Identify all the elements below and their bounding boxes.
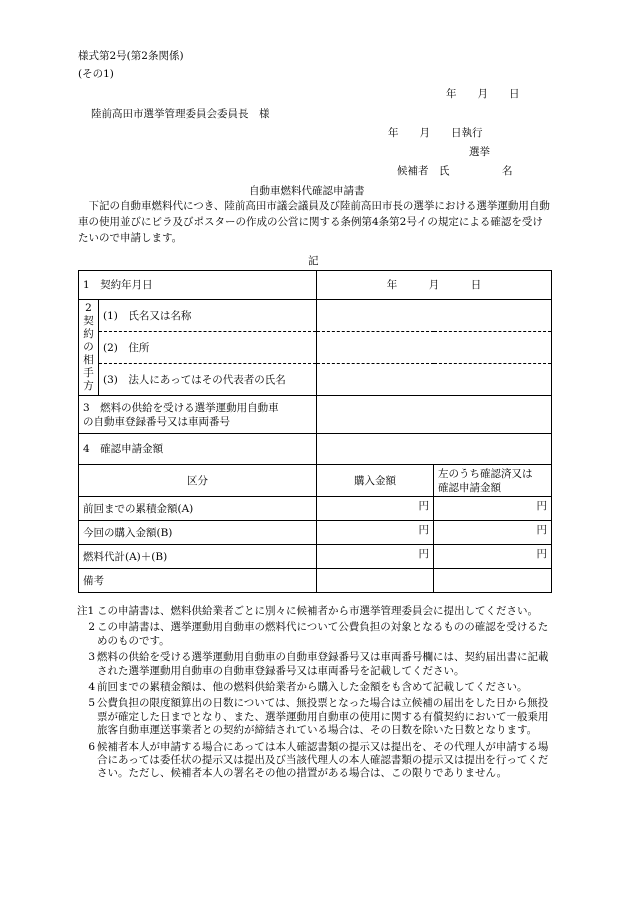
remarks-label: 備考: [79, 569, 317, 593]
cumulative-purchase-field[interactable]: 円: [317, 497, 434, 521]
remarks-confirmed-field[interactable]: [434, 569, 552, 593]
amount-header-row: [79, 465, 552, 497]
party-address-label: (2) 住所: [99, 332, 317, 364]
election-date: 年 月 日執行: [388, 127, 483, 139]
party-name-label: (1) 氏名又は名称: [99, 300, 317, 332]
amount-row: [79, 497, 552, 521]
addressee: 陸前高田市選挙管理委員会委員長 様: [91, 108, 270, 120]
contract-date-label: 1 契約年月日: [79, 271, 317, 300]
election-name: 選挙: [469, 146, 490, 158]
application-table: [78, 270, 552, 593]
total-confirmed-field[interactable]: 円: [434, 545, 552, 569]
remarks-purchase-field[interactable]: [317, 569, 434, 593]
fuel-total-label: 燃料代計(A)＋(B): [79, 545, 317, 569]
notes: [77, 605, 557, 781]
vehicle-number-row: [79, 396, 552, 434]
contract-date-value[interactable]: 年 月 日: [317, 271, 552, 300]
purchase-amount-header: 購入金額: [317, 465, 434, 497]
remarks-row: [79, 569, 552, 593]
requested-amount-row: [79, 434, 552, 465]
contract-date-row: [79, 271, 552, 300]
vehicle-number-label: 3 燃料の供給を受ける選挙運動用自動車 の自動車登録番号又は車両番号: [79, 396, 317, 434]
note-item: 6 候補者本人が申請する場合にあっては本人確認書類の提示又は提出を、その代理人が申請する場合にあっては委任状の提示又は提出及び当該代理人の本人確認書類の提示又は提出を行ってください。ただし、候補者本人の署名その他の措置がある場合は、この限りでありません。: [88, 740, 549, 780]
document-title: 自動車燃料代確認申請書: [249, 185, 365, 197]
note-item: 4 前回までの累積金額は、他の燃料供給業者から購入した金額をも含めて記載してください。: [88, 681, 528, 694]
cumulative-confirmed-field[interactable]: 円: [434, 497, 552, 521]
note-item: 2 この申請書は、選挙運動用自動車の燃料代について公費負担の対象となるものの確認を受けるためのものです。: [88, 621, 549, 647]
current-purchase-field[interactable]: 円: [317, 521, 434, 545]
current-confirmed-field[interactable]: 円: [434, 521, 552, 545]
current-amount-label: 今回の購入金額(B): [79, 521, 317, 545]
form-number: 様式第2号(第2条関係): [78, 50, 184, 62]
ki-label: 記: [308, 255, 319, 267]
note-item: 注1 この申請書は、燃料供給業者ごとに別々に候補者から市選挙管理委員会に提出してください。: [77, 605, 538, 617]
requested-amount-label: 4 確認申請金額: [79, 434, 317, 465]
candidate-name-label: 候補者 氏 名: [397, 165, 513, 177]
total-purchase-field[interactable]: 円: [317, 545, 434, 569]
party-representative-label: (3) 法人にあってはその代表者の氏名: [99, 364, 317, 396]
note-item: 5 公費負担の限度額算出の日数については、無投票となった場合は立候補の届出をした日から無投票が確定した日までとなり、また、選挙運動用自動車の使用に関する有償契約において一般乗用旅客自動車運送事業者との契約が締結されている場合は、その日数を除いた日数となります。: [88, 697, 549, 737]
submission-date: 年 月 日: [446, 88, 520, 100]
requested-amount-field[interactable]: [317, 434, 552, 465]
note-item: 3 燃料の供給を受ける選挙運動用自動車の自動車登録番号又は車両番号欄には、契約届出書に記載された選挙運動用自動車の自動車登録番号又は車両番号を記載してください。: [88, 651, 549, 677]
confirmed-amount-header: 左のうち確認済又は 確認申請金額: [434, 465, 552, 497]
cumulative-amount-label: 前回までの累積金額(A): [79, 497, 317, 521]
intro-text: 下記の自動車燃料代につき、陸前高田市議会議員及び陸前高田市長の選挙における選挙運動用自動車の使用並びにビラ及びポスターの作成の公営に関する条例第4条第2号イの規定による確認を受けたいので申請します。: [78, 200, 550, 244]
party-address-field[interactable]: [317, 332, 552, 364]
vehicle-number-field[interactable]: [317, 396, 552, 434]
party-name-row: [79, 300, 552, 332]
party-representative-field[interactable]: [317, 364, 552, 396]
category-header: 区分: [79, 465, 317, 497]
contract-party-vertical-label: 2 契 約 の 相 手 方: [79, 300, 99, 396]
form-part: (その1): [78, 68, 114, 80]
amount-row: [79, 545, 552, 569]
party-name-field[interactable]: [317, 300, 552, 332]
amount-row: [79, 521, 552, 545]
party-representative-row: [79, 364, 552, 396]
party-address-row: [79, 332, 552, 364]
